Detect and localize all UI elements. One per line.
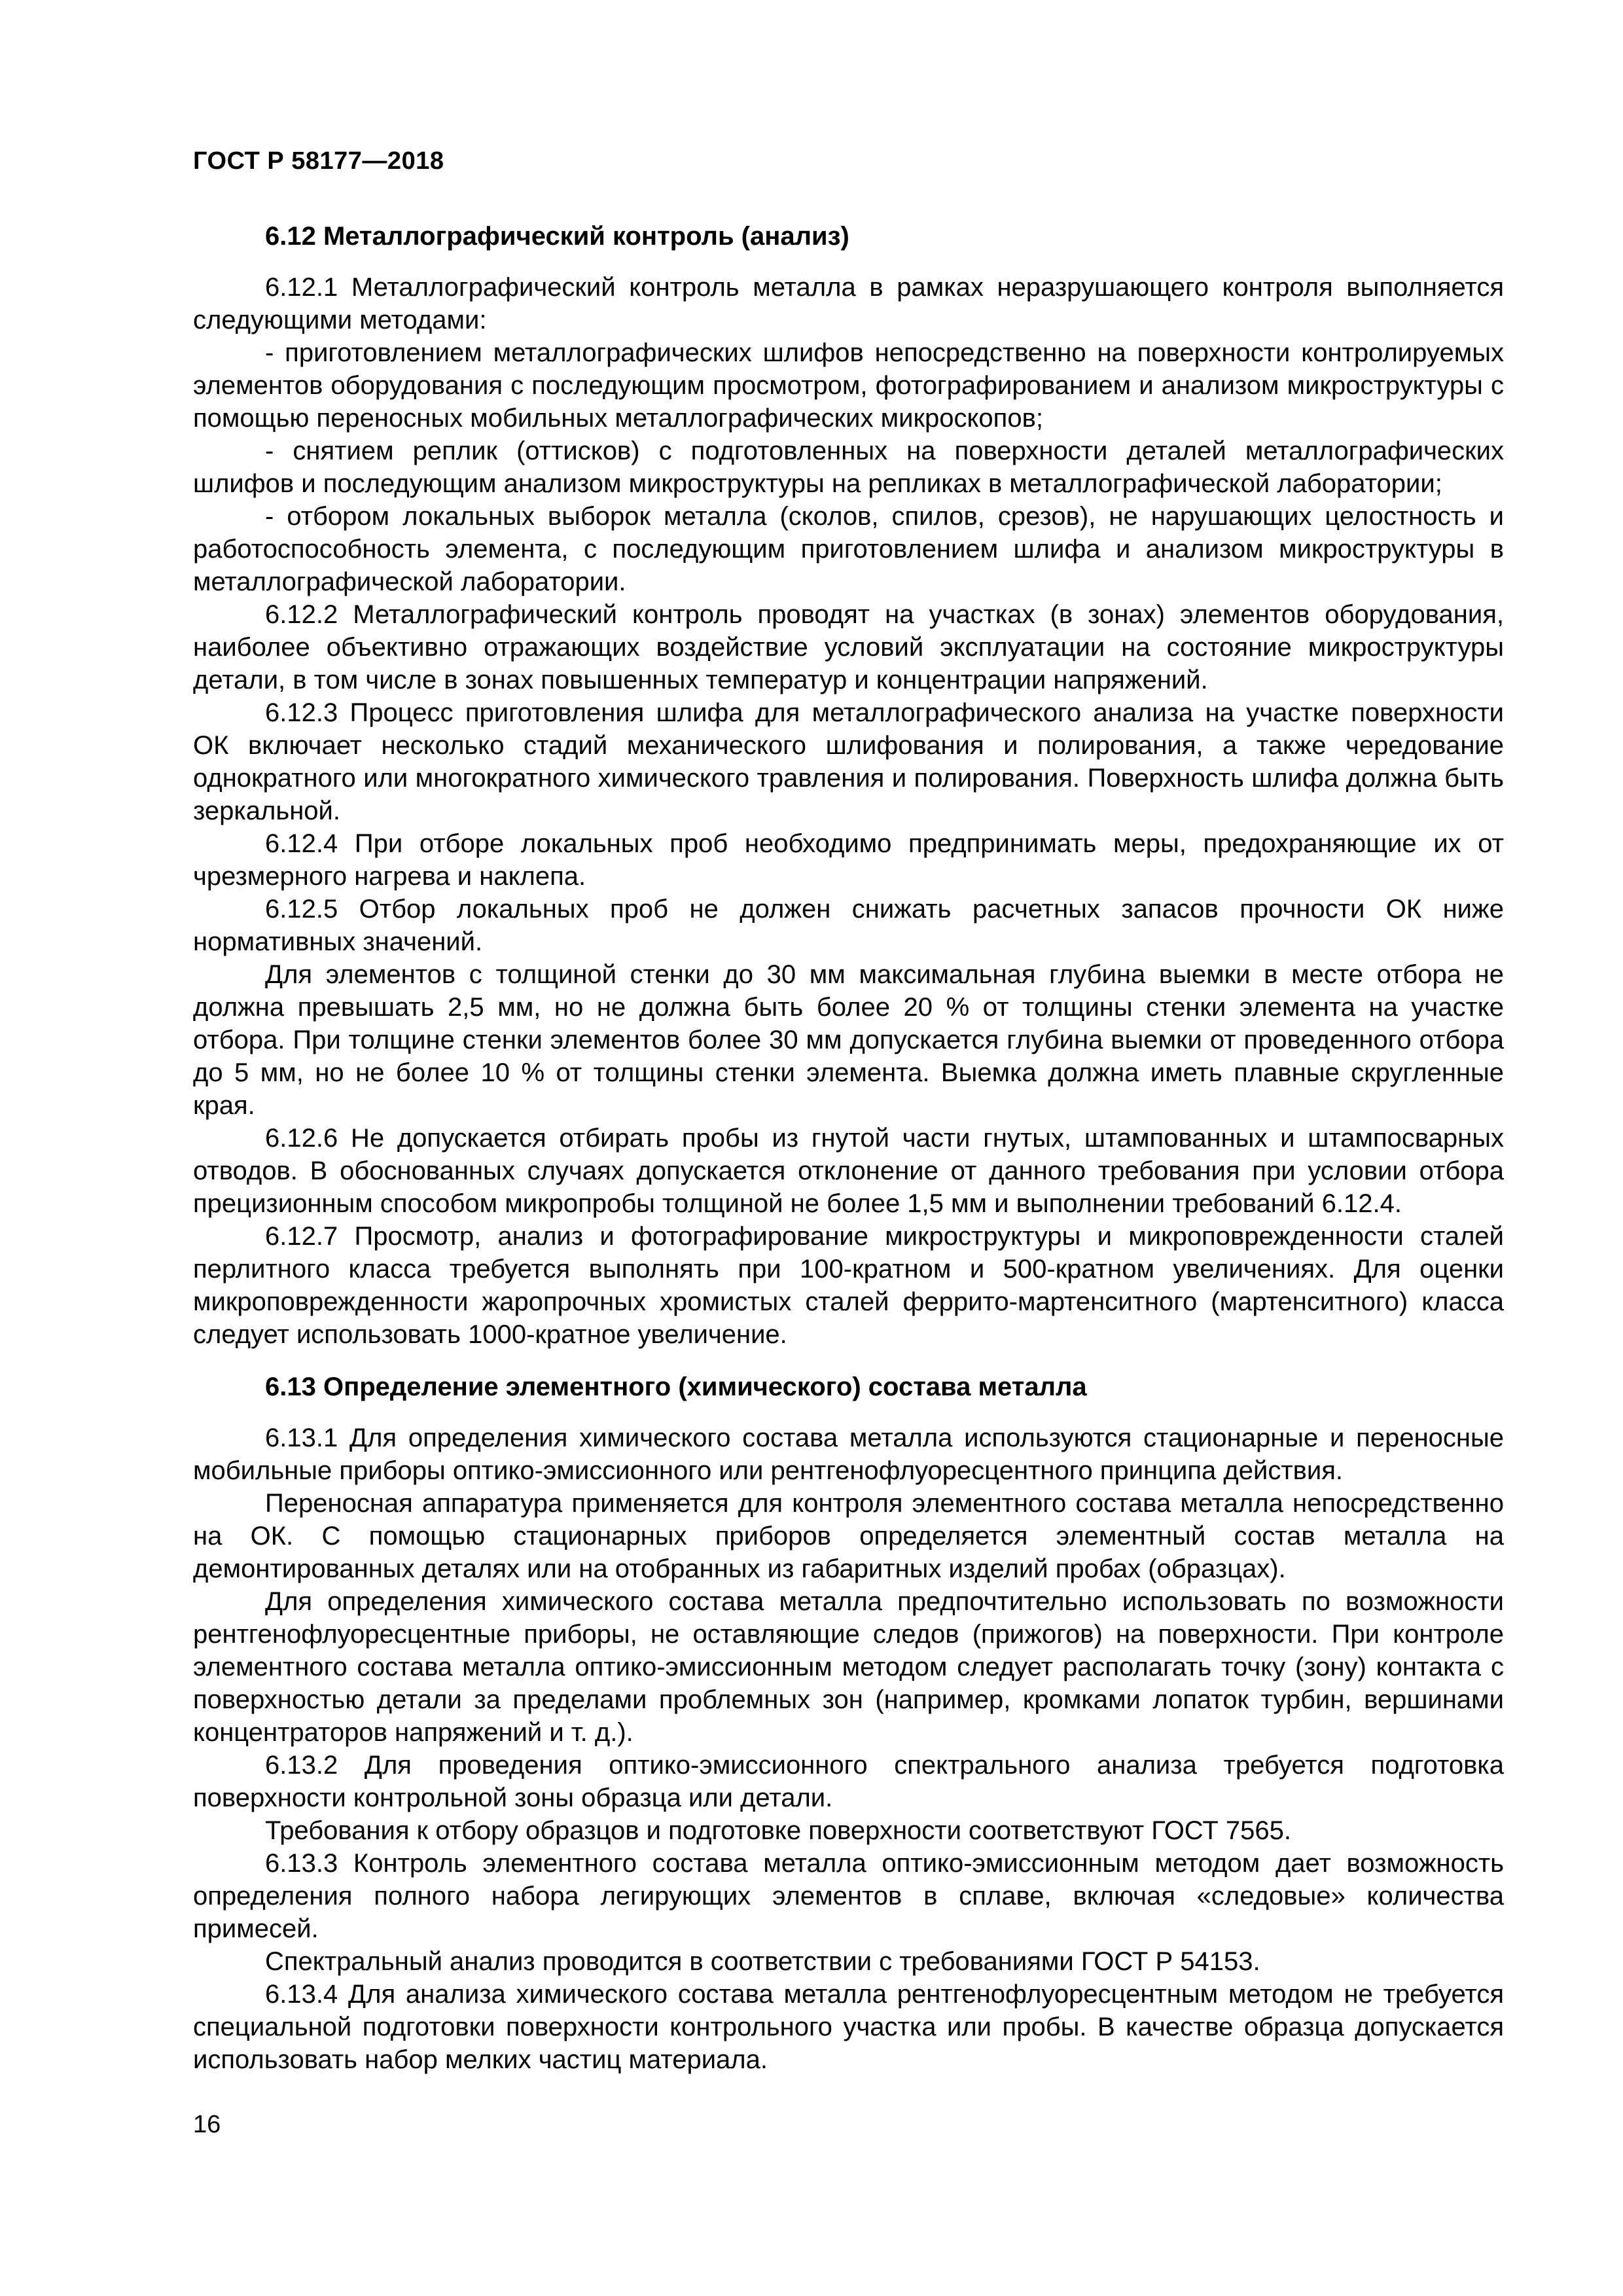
paragraph-6-12-3: 6.12.3 Процесс приготовления шлифа для металлографического анализа на участке поверхности ОК включает несколько стадий механического шлифования и полирования, а также чередование однократного или многократного химического травления и полирования. Поверхность шлифа должна быть зеркальной.: [193, 698, 1504, 825]
paragraph-6-12-6: 6.12.6 Не допускается отбирать пробы из гнутой части гнутых, штампованных и штампосварных отводов. В обоснованных случаях допускается отклонение от данного требования при условии отбора прецизионным способом микропробы толщиной не более 1,5 мм и выполнении требований 6.12.4.: [193, 1124, 1504, 1218]
paragraph-6-13-3: 6.13.3 Контроль элементного состава металла оптико-эмиссионным методом дает возможность определения полного набора легирующих элементов в сплаве, включая «следовые» количества примесей.: [193, 1849, 1504, 1943]
paragraph-6-13-2: 6.13.2 Для проведения оптико-эмиссионного спектрального анализа требуется подготовка поверхности контрольной зоны образца или детали.: [193, 1751, 1504, 1812]
paragraph-6-12-2: 6.12.2 Металлографический контроль проводят на участках (в зонах) элементов оборудования, наиболее объективно отражающих воздействие условий эксплуатации на состояние микроструктуры детали, в том числе в зонах повышенных температур и концентрации напряжений.: [193, 600, 1504, 694]
paragraph-6-13-4: 6.13.4 Для анализа химического состава металла рентгенофлуоресцентным методом не требуется специальной подготовки поверхности контрольного участка или пробы. В качестве образца допускается использовать набор мелких частиц материала.: [193, 1980, 1504, 2074]
page-number: 16: [193, 2111, 221, 2138]
paragraph-6-13-2-requirements: Требования к отбору образцов и подготовке поверхности соответствуют ГОСТ 7565.: [265, 1816, 1292, 1845]
paragraph-6-13-1-portable: Переносная аппаратура применяется для контроля элементного состава металла непосредственно на ОК. С помощью стационарных приборов определяется элементный состав металла на демонтированных деталях или на отобранных из габаритных изделий пробах (образцах).: [193, 1489, 1504, 1583]
paragraph-6-12-1: 6.12.1 Металлографический контроль металла в рамках неразрушающего контроля выполняется следующими методами:: [193, 273, 1504, 334]
paragraph-6-12-5-detail: Для элементов с толщиной стенки до 30 мм максимальная глубина выемки в месте отбора не должна превышать 2,5 мм, но не должна быть более 20 % от толщины стенки элемента на участке отбора. При толщине стенки элементов более 30 мм допускается глубина выемки от проведенного отбора до 5 мм, но не более 10 % от толщины стенки элемента. Выемка должна иметь плавные скругленные края.: [193, 960, 1504, 1120]
paragraph-6-13-1: 6.13.1 Для определения химического состава металла используются стационарные и переносные мобильные приборы оптико-эмиссионного или рентгенофлуоресцентного принципа действия.: [193, 1424, 1504, 1485]
paragraph-6-12-7: 6.12.7 Просмотр, анализ и фотографирование микроструктуры и микроповрежденности сталей перлитного класса требуется выполнять при 100-кратном и 500-кратном увеличениях. Для оценки микроповрежденности жаропрочных хромистых сталей феррито-мартенситного (мартенситного) класса следует использовать 1000-кратное увеличение.: [193, 1222, 1504, 1349]
paragraph-6-13-3-spectral: Спектральный анализ проводится в соответствии с требованиями ГОСТ Р 54153.: [265, 1947, 1260, 1976]
section-heading-6-13: 6.13 Определение элементного (химического) состава металла: [265, 1372, 1087, 1401]
list-item-method-2: - снятием реплик (оттисков) с подготовленных на поверхности деталей металлографических шлифов и последующим анализом микроструктуры на репликах в металлографической лаборатории;: [193, 437, 1504, 498]
paragraph-6-13-1-xrf: Для определения химического состава металла предпочтительно использовать по возможности рентгенофлуоресцентные приборы, не оставляющие следов (прижогов) на поверхности. При контроле элементного состава металла оптико-эмиссионным методом следует располагать точку (зону) контакта с поверхностью детали за пределами проблемных зон (например, кромками лопаток турбин, вершинами концентраторов напряжений и т. д.).: [193, 1587, 1504, 1747]
document-body: [193, 220, 1504, 2076]
section-heading-6-12: 6.12 Металлографический контроль (анализ): [265, 222, 849, 251]
list-item-method-1: - приготовлением металлографических шлифов непосредственно на поверхности контролируемых элементов оборудования с последующим просмотром, фотографированием и анализом микроструктуры с помощью переносных мобильных металлографических микроскопов;: [193, 338, 1504, 433]
paragraph-6-12-4: 6.12.4 При отборе локальных проб необходимо предпринимать меры, предохраняющие их от чрезмерного нагрева и наклепа.: [193, 829, 1504, 891]
document-header: ГОСТ Р 58177—2018: [193, 147, 444, 175]
list-item-method-3: - отбором локальных выборок металла (сколов, спилов, срезов), не нарушающих целостность и работоспособность элемента, с последующим приготовлением шлифа и анализом микроструктуры в металлографической лаборатории.: [193, 502, 1504, 596]
paragraph-6-12-5: 6.12.5 Отбор локальных проб не должен снижать расчетных запасов прочности ОК ниже нормативных значений.: [193, 895, 1504, 956]
